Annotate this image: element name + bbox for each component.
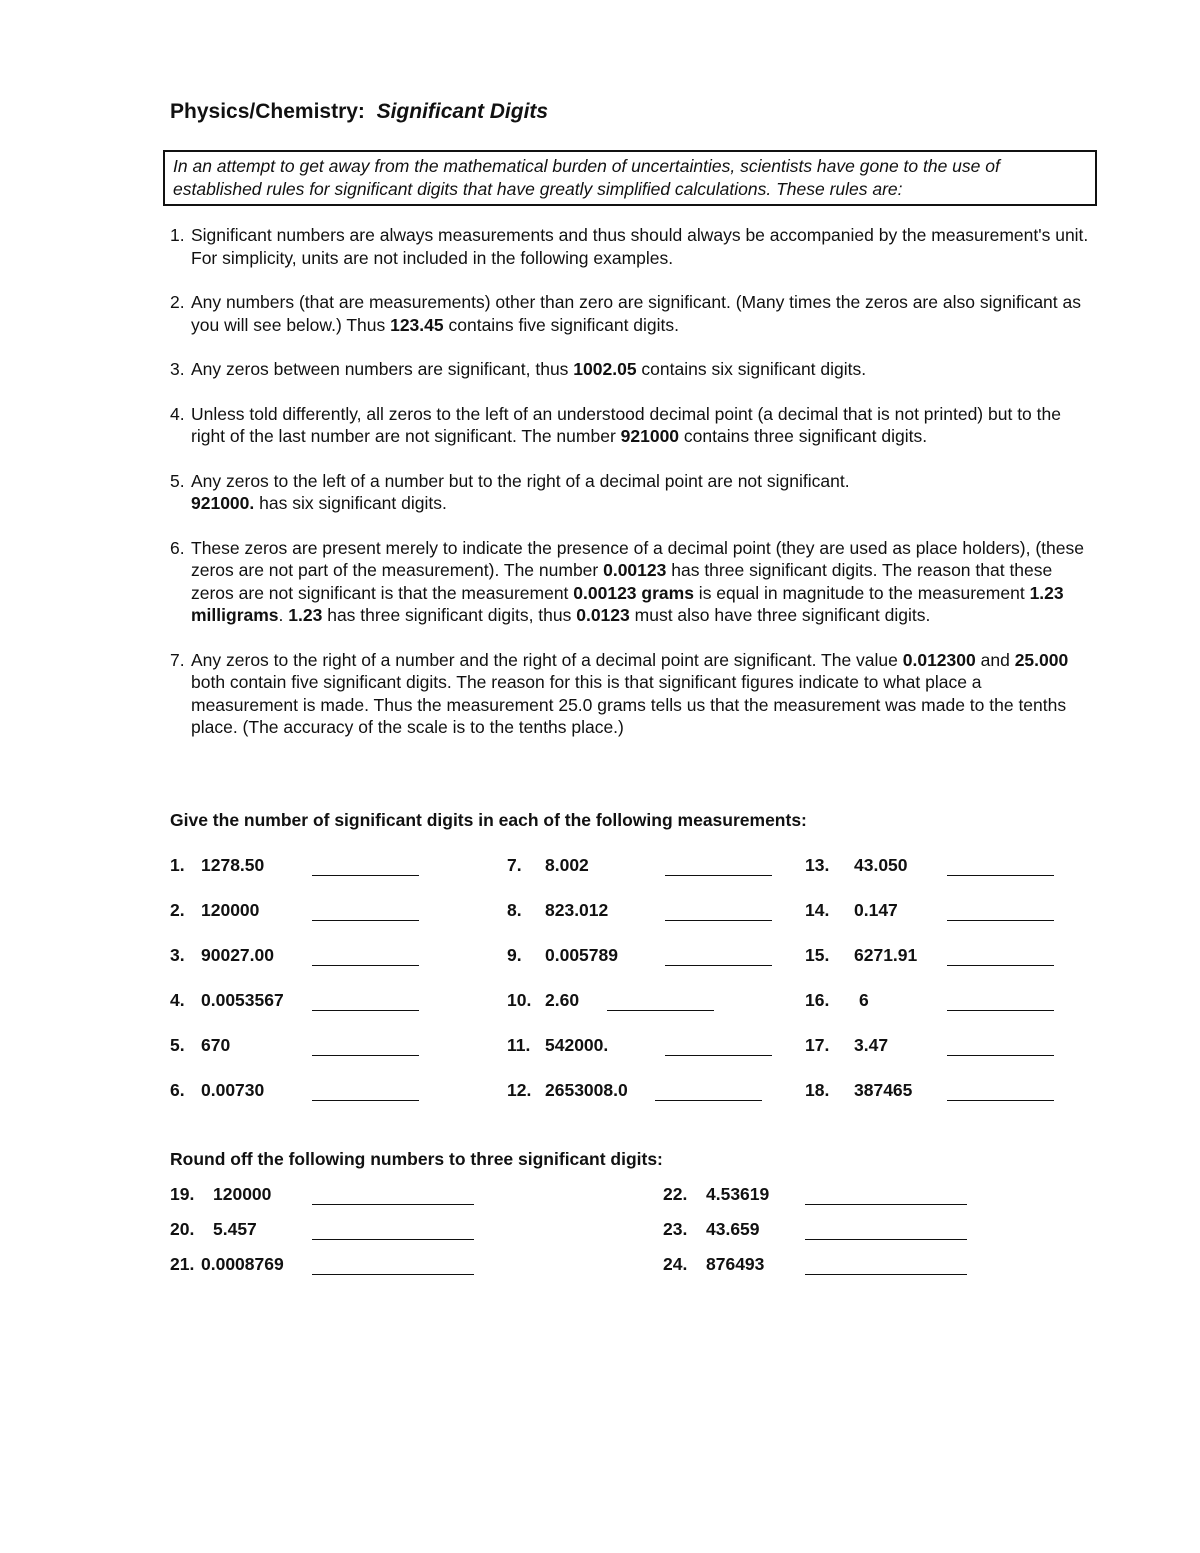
section2-heading: Round off the following numbers to three significant digits: [170, 1149, 663, 1169]
answer-blank[interactable] [805, 1239, 967, 1240]
question-number: 15. [805, 945, 830, 965]
question-number: 3. [170, 945, 185, 965]
question-value: 670 [201, 1035, 231, 1055]
rule-number: 6. [170, 537, 185, 558]
rule-item [170, 649, 1090, 739]
question-number: 2. [170, 900, 185, 920]
title-sub: Significant Digits [376, 100, 549, 123]
question-value: 0.00730 [201, 1080, 265, 1100]
question-number: 18. [805, 1080, 830, 1100]
question-number: 4. [170, 990, 185, 1010]
rule-item [170, 358, 1090, 381]
answer-blank[interactable] [665, 875, 772, 876]
question-value: 8.002 [545, 855, 589, 875]
question-number: 23. [663, 1219, 688, 1239]
question-number: 11. [507, 1035, 531, 1055]
rule-text: Any zeros between numbers are significant, thus 1002.05 contains six significant digits. [191, 359, 867, 379]
answer-blank[interactable] [947, 920, 1054, 921]
question-value: 2.60 [545, 990, 580, 1010]
rule-text: Any numbers (that are measurements) other than zero are significant. (Many times the zeros are also significant as you will see below.) Thus 123.45 contains five significant digits. [191, 292, 1081, 335]
question-value: 1278.50 [201, 855, 265, 875]
question-number: 21. [170, 1254, 195, 1274]
answer-blank[interactable] [947, 965, 1054, 966]
answer-blank[interactable] [805, 1204, 967, 1205]
question-value: 120000 [201, 900, 260, 920]
question-number: 24. [663, 1254, 688, 1274]
question-value: 0.0008769 [201, 1254, 284, 1274]
question-value: 876493 [706, 1254, 765, 1274]
rule-number: 5. [170, 470, 185, 491]
question-number: 16. [805, 990, 830, 1010]
answer-blank[interactable] [607, 1010, 714, 1011]
question-number: 20. [170, 1219, 195, 1239]
question-number: 9. [507, 945, 522, 965]
question-number: 10. [507, 990, 532, 1010]
question-number: 14. [805, 900, 830, 920]
question-number: 19. [170, 1184, 195, 1204]
question-value: 90027.00 [201, 945, 274, 965]
question-value: 6 [859, 990, 869, 1010]
rule-text: Significant numbers are always measurements and thus should always be accompanied by the measurement's unit. For simplicity, units are not included in the following examples. [191, 225, 1089, 268]
question-value: 2653008.0 [545, 1080, 628, 1100]
answer-blank[interactable] [947, 875, 1054, 876]
answer-blank[interactable] [312, 965, 419, 966]
rule-number: 4. [170, 403, 185, 424]
question-value: 542000. [545, 1035, 609, 1055]
intro-box: In an attempt to get away from the mathematical burden of uncertainties, scientists have gone to the use of established rules for significant digits that have greatly simplified calculations. These rules are: [163, 150, 1097, 206]
answer-blank[interactable] [665, 920, 772, 921]
question-number: 5. [170, 1035, 185, 1055]
answer-blank[interactable] [312, 1239, 474, 1240]
rule-text: Any zeros to the left of a number but to the right of a decimal point are not significant. 921000. has six significant digits. [191, 470, 850, 513]
rules-list [170, 224, 1090, 761]
question-value: 823.012 [545, 900, 609, 920]
answer-blank[interactable] [665, 1055, 772, 1056]
rule-number: 7. [170, 649, 185, 670]
answer-blank[interactable] [312, 920, 419, 921]
question-number: 6. [170, 1080, 185, 1100]
title-main: Physics/Chemistry: [170, 100, 365, 123]
answer-blank[interactable] [312, 1274, 474, 1275]
question-value: 0.147 [854, 900, 898, 920]
rule-text: Any zeros to the right of a number and the right of a decimal point are significant. The value 0.012300 and 25.000 both contain five significant digits. The reason for this is that significant figures indicate to what place a measurement is made. Thus the measurement 25.0 grams tells us that the measurement was made to the tenths place. (The accuracy of the scale is to the tenths place.) [191, 649, 1069, 737]
rule-text: Unless told differently, all zeros to the left of an understood decimal point (a decimal that is not printed) but to the right of the last number are not significant. The number 921000 contains three significant digits. [191, 403, 1061, 446]
answer-blank[interactable] [312, 1204, 474, 1205]
answer-blank[interactable] [805, 1274, 967, 1275]
question-number: 13. [805, 855, 830, 875]
rule-text: These zeros are present merely to indicate the presence of a decimal point (they are used as place holders), (these zeros are not part of the measurement). The number 0.00123 has three significant digits. The reason that these zeros are not significant is that the measurement 0.00123 grams is equal in magnitude to the measurement 1.23 milligrams. 1.23 has three significant digits, thus 0.0123 must also have three significant digits. [191, 537, 1084, 625]
page-title [170, 100, 548, 124]
answer-blank[interactable] [665, 965, 772, 966]
answer-blank[interactable] [947, 1010, 1054, 1011]
rule-item [170, 470, 1090, 515]
rule-number: 1. [170, 225, 185, 245]
answer-blank[interactable] [655, 1100, 762, 1101]
answer-blank[interactable] [312, 1055, 419, 1056]
question-number: 22. [663, 1184, 688, 1204]
rule-item [170, 224, 1090, 269]
answer-blank[interactable] [947, 1055, 1054, 1056]
question-number: 17. [805, 1035, 830, 1055]
rule-number: 3. [170, 359, 185, 379]
question-number: 12. [507, 1080, 532, 1100]
question-value: 4.53619 [706, 1184, 770, 1204]
rule-number: 2. [170, 292, 185, 312]
answer-blank[interactable] [312, 875, 419, 876]
question-value: 387465 [854, 1080, 913, 1100]
question-value: 5.457 [213, 1219, 257, 1239]
question-value: 6271.91 [854, 945, 918, 965]
question-number: 8. [507, 900, 522, 920]
question-number: 7. [507, 855, 522, 875]
rule-item [170, 537, 1090, 627]
section1-heading: Give the number of significant digits in each of the following measurements: [170, 810, 807, 830]
question-value: 0.0053567 [201, 990, 284, 1010]
question-value: 3.47 [854, 1035, 889, 1055]
question-value: 120000 [213, 1184, 272, 1204]
question-value: 43.659 [706, 1219, 760, 1239]
question-value: 0.005789 [545, 945, 618, 965]
question-number: 1. [170, 855, 185, 875]
answer-blank[interactable] [947, 1100, 1054, 1101]
rule-item [170, 291, 1090, 336]
answer-blank[interactable] [312, 1010, 419, 1011]
answer-blank[interactable] [312, 1100, 419, 1101]
question-value: 43.050 [854, 855, 908, 875]
rule-item [170, 403, 1090, 448]
